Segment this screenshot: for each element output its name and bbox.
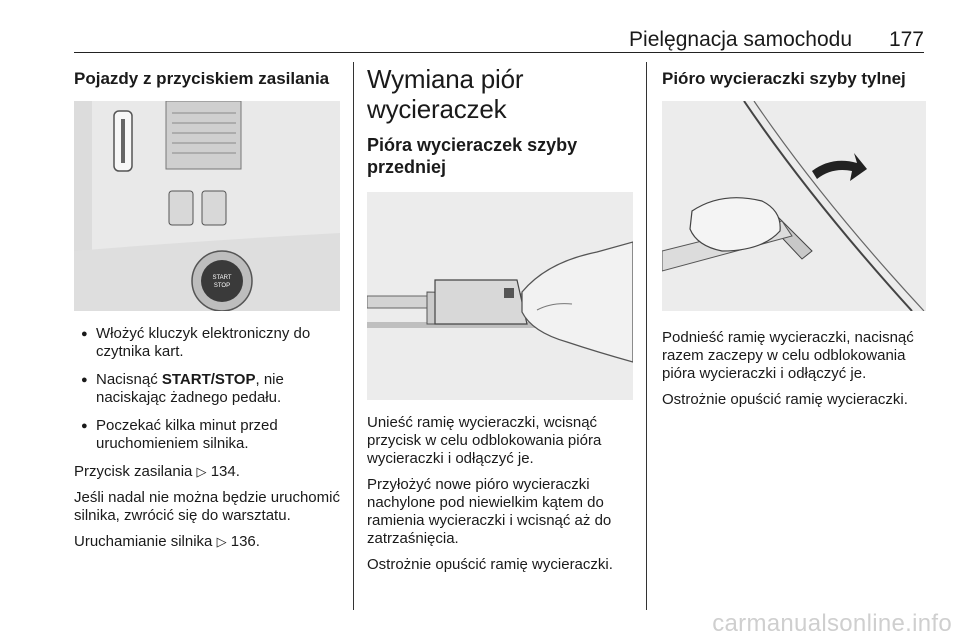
page-ref-icon: ▷ xyxy=(216,534,227,549)
page-ref-icon: ▷ xyxy=(196,464,207,479)
subsection-heading: Pióra wycieraczek szyby przedniej xyxy=(367,135,578,177)
page-number: 177 xyxy=(888,28,924,51)
page-header xyxy=(74,24,924,53)
list-item: ● Nacisnąć START/STOP, nie naciskając żadnego pedału. xyxy=(74,371,344,407)
page-title: Pielęgnacja samochodu xyxy=(629,28,852,51)
column-divider xyxy=(353,62,354,610)
paragraph: Ostrożnie opuścić ramię wycieraczki. xyxy=(662,391,908,408)
figure-button-text: STOP xyxy=(213,283,231,289)
paragraph: Przyłożyć nowe pióro wycieraczki nachylone pod niewielkim kątem do ramienia wycieraczki i wcisnąć aż do zatrzaśnięcia. xyxy=(367,476,612,547)
instruction-list xyxy=(74,325,344,453)
figure-button-text: START xyxy=(212,275,232,281)
column-divider xyxy=(646,62,647,610)
list-item: ● Poczekać kilka minut przed uruchomieniem silnika. xyxy=(74,417,344,453)
cross-reference[interactable]: Przycisk zasilania ▷ 134. xyxy=(74,463,240,480)
paragraph: Jeśli nadal nie można będzie uruchomić silnika, zwrócić się do warsztatu. xyxy=(74,489,340,524)
section-heading: Wymiana piór wycieraczek xyxy=(367,64,524,124)
column-front-wiper xyxy=(367,60,637,582)
push-button-start-figure xyxy=(74,101,340,311)
paragraph: Ostrożnie opuścić ramię wycieraczki. xyxy=(367,556,613,573)
column-power-button xyxy=(74,60,344,559)
list-item: ● Włożyć kluczyk elektroniczny do czytnika kart. xyxy=(74,325,344,361)
section-heading: Pióro wycieraczki szyby tylnej xyxy=(662,69,906,88)
watermark: carmanualsonline.info xyxy=(712,610,952,637)
paragraph: Unieść ramię wycieraczki, wcisnąć przycisk w celu odblokowania pióra wycieraczki i odłączyć je. xyxy=(367,414,602,467)
rear-wiper-figure xyxy=(662,101,926,311)
paragraph: Podnieść ramię wycieraczki, nacisnąć razem zaczepy w celu odblokowania pióra wycieraczki i odłączyć je. xyxy=(662,329,914,382)
section-heading: Pojazdy z przyciskiem zasilania xyxy=(74,69,330,88)
column-rear-wiper xyxy=(662,60,932,417)
front-wiper-figure xyxy=(367,192,633,400)
cross-reference[interactable]: Uruchamianie silnika ▷ 136. xyxy=(74,533,260,550)
